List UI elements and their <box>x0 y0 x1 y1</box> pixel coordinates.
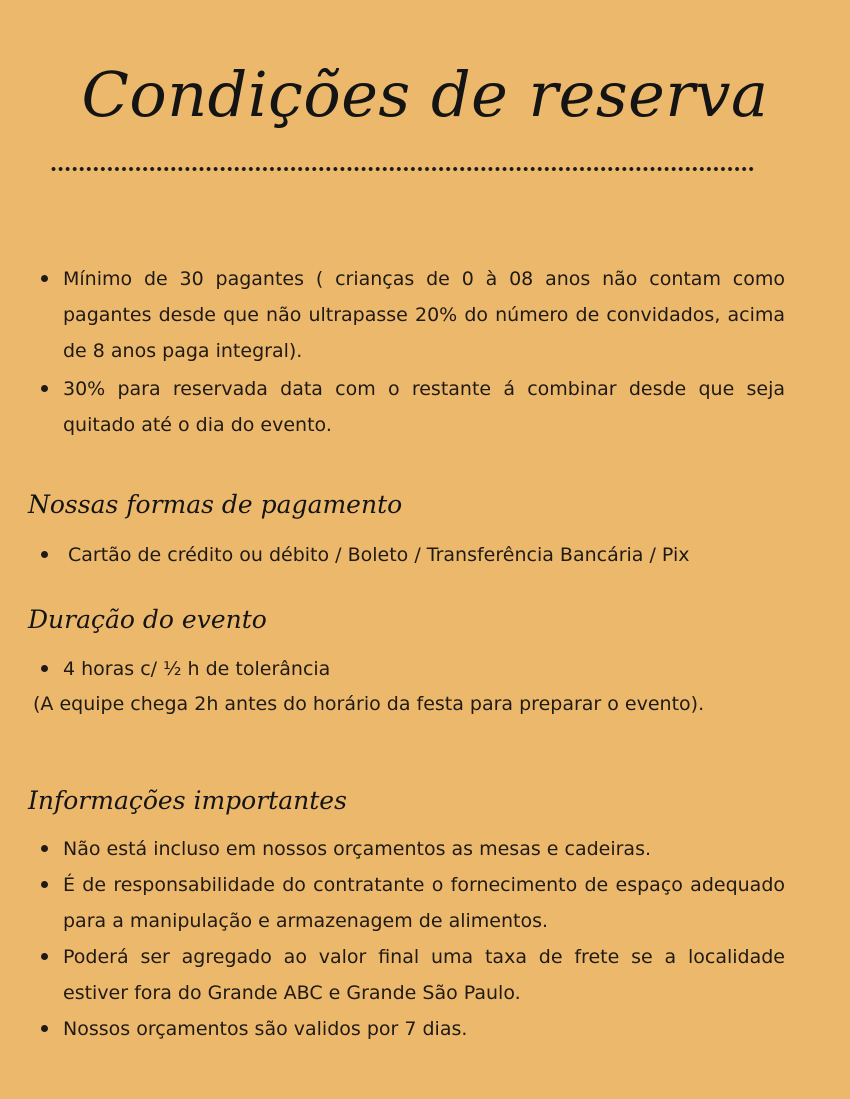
duration-note: (A equipe chega 2h antes do horário da festa para preparar o evento). <box>33 693 705 715</box>
duration-list <box>0 651 850 687</box>
duration-list-block <box>0 651 850 687</box>
payment-list <box>0 537 850 573</box>
list-item: Nossos orçamentos são validos por 7 dias. <box>0 1011 850 1047</box>
list-item: Mínimo de 30 pagantes ( crianças de 0 à 08 anos não contam como pagantes desde que não ultrapasse 20% do número de convidados, acima de 8 anos paga integral). <box>0 261 850 369</box>
duration-heading: Duração do evento <box>28 605 267 634</box>
info-list <box>0 831 850 1047</box>
list-item: 4 horas c/ ½ h de tolerância <box>0 651 850 687</box>
payment-heading: Nossas formas de pagamento <box>28 490 403 519</box>
list-item: Poderá ser agregado ao valor final uma taxa de frete se a localidade estiver fora do Grande ABC e Grande São Paulo. <box>0 939 850 1011</box>
conditions-list-block <box>0 261 850 443</box>
dotted-divider <box>50 165 755 173</box>
info-heading: Informações importantes <box>28 786 347 815</box>
info-list-block <box>0 831 850 1047</box>
payment-list-block <box>0 537 850 573</box>
page-title: Condições de reserva <box>81 58 769 131</box>
list-item: É de responsabilidade do contratante o fornecimento de espaço adequado para a manipulação e armazenagem de alimentos. <box>0 867 850 939</box>
list-item: Cartão de crédito ou débito / Boleto / Transferência Bancária / Pix <box>0 537 850 573</box>
conditions-list <box>0 261 850 443</box>
list-item: 30% para reservada data com o restante á combinar desde que seja quitado até o dia do evento. <box>0 371 850 443</box>
list-item: Não está incluso em nossos orçamentos as mesas e cadeiras. <box>0 831 850 867</box>
